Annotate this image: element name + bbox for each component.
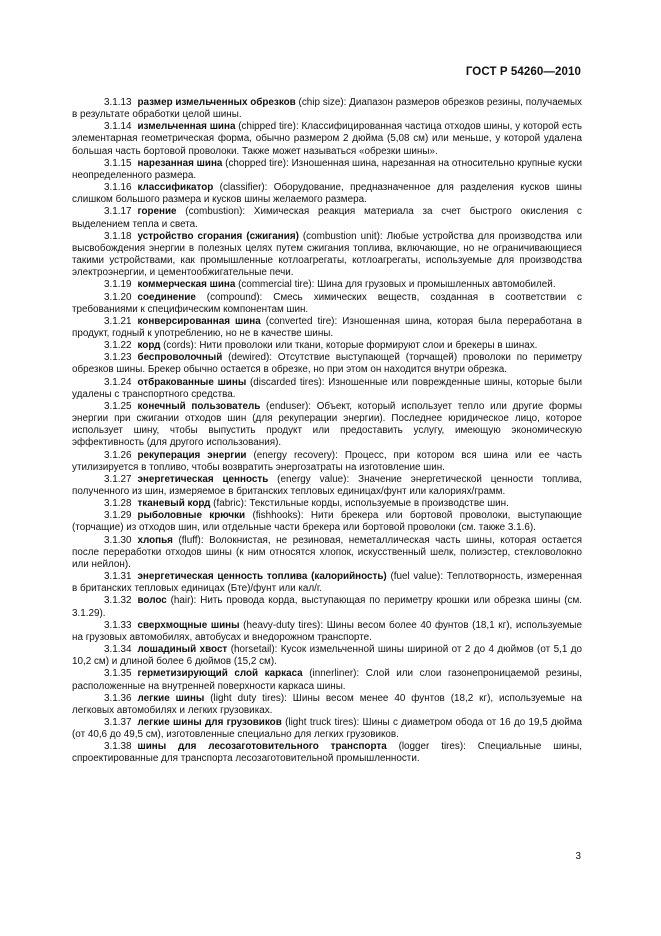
clause-number: 3.1.18 [104, 230, 132, 242]
definition-text: (horsetail): Кусок измельченной шины шириной от 2 до 4 дюймов (от 5,1 до 10,2 см) и длиной более 6 дюймов (15,2 см). [72, 644, 582, 668]
defined-term: энергетическая ценность топлива (калорийность) [137, 571, 387, 583]
definition-entry [72, 595, 582, 619]
clause-number: 3.1.24 [104, 376, 132, 388]
clause-number: 3.1.13 [104, 97, 132, 108]
clause-number: 3.1.38 [104, 741, 132, 753]
definition-entry [72, 121, 582, 157]
definition-text: (light truck tires): Шины с диаметром обода от 16 до 19,5 дюйма (от 40,6 до 49,5 см), изготовленные специально для легких грузовиков. [72, 716, 582, 741]
clause-number: 3.1.16 [104, 182, 132, 194]
definition-text: (classifier): Оборудование, предназначенное для разделения кусков шины слишком большого размера и кусков шины желаемого размера. [72, 182, 582, 206]
definition-text: (chip size): Диапазон размеров обрезков резины, получаемых в результате обработки целой шины. [72, 97, 582, 121]
definition-text: (combustion): Химическая реакция материала за счет быстрого окисления с выделением тепла и света. [72, 206, 582, 230]
defined-term: устройство сгорания (сжигания) [137, 230, 299, 242]
clause-number: 3.1.26 [104, 449, 132, 461]
page-number: 3 [575, 851, 581, 862]
defined-term: рыболовные крючки [137, 510, 246, 522]
defined-term: сверхмощные шины [137, 619, 240, 631]
standard-header: ГОСТ Р 54260—2010 [465, 66, 581, 78]
definition-entry [72, 401, 582, 450]
definition-entry [72, 668, 582, 692]
clause-number: 3.1.22 [104, 340, 132, 352]
clause-number: 3.1.23 [104, 352, 132, 364]
definition-entry [72, 620, 582, 644]
defined-term: легкие шины для грузовиков [137, 716, 282, 728]
clause-number: 3.1.36 [104, 692, 132, 704]
definition-entry [72, 377, 582, 401]
clause-number: 3.1.28 [104, 498, 132, 510]
definition-text: (fluff): Волокнистая, не резиновая, неметаллическая часть шины, которая остается после переработки отходов шины (к ним относятся хлопок, искусственный шелк, полиэстер, стекловолокно или нейлон). [72, 534, 582, 570]
definition-text: (chipped tire): Классифицированная частица отходов шины, у которой есть элементарная геометрическая форма, обычно размером 2 дюйма (5,08 см) или меньше, у которой удалена большая часть бортовой проволоки. Также может называться «обрезки шины». [72, 121, 582, 157]
clause-number: 3.1.33 [104, 619, 132, 631]
definition-text: (enduser): Объект, который использует тепло или другие формы энергии при сжигании отходов шин (для рекуперации энергии). Последнее юридическое лицо, которое использует шину, чтобы выпустить продукт или предоставить услугу, имеющую экономическую эффективность (для другого использования). [72, 400, 582, 449]
definition-entry [72, 340, 582, 352]
definition-text: (chopped tire): Изношенная шина, нарезанная на относительно крупные куски неопределенного размера. [72, 157, 582, 181]
defined-term: герметизирующий слой каркаса [137, 668, 303, 680]
definition-text: (hair): Нить провода корда, выступающая по периметру крошки или обрезка шины (см. 3.1.29). [72, 595, 582, 619]
definition-text: (logger tires): Специальные шины, спроектированные для транспорта лесозаготовительной промышленности. [72, 741, 582, 765]
definition-text: (fabric): Текстильные корды, используемые в производстве шин. [210, 498, 509, 510]
defined-term: измельченная шина [137, 121, 236, 133]
defined-term: соединение [137, 291, 196, 303]
clause-number: 3.1.20 [104, 291, 132, 303]
defined-term: беспроволочный [137, 352, 223, 364]
defined-term: легкие шины [137, 692, 205, 704]
defined-term: классификатор [137, 182, 214, 194]
definition-entry [72, 693, 582, 717]
definition-text: (heavy-duty tires): Шины весом более 40 фунтов (18,1 кг), используемые на грузовых автомобилях, автобусах и внедорожном транспорте. [72, 619, 582, 643]
defined-term: размер измельченных обрезков [137, 97, 296, 108]
definition-entry [72, 741, 582, 765]
defined-term: хлопья [137, 534, 173, 546]
clause-number: 3.1.27 [104, 473, 132, 485]
clause-number: 3.1.14 [104, 121, 132, 133]
definition-text: (dewired): Отсутствие выступающей (торчащей) проволоки по периметру обрезков шины. Брекер обычно остается в обрезке, но при этом он находится внутри обрезка. [72, 352, 582, 376]
defined-term: волос [137, 595, 167, 607]
definition-entry [72, 182, 582, 206]
definition-entry [72, 292, 582, 316]
defined-term: корд [137, 340, 161, 352]
defined-term: шины для лесозаготовительного транспорта [137, 741, 387, 753]
definition-entry [72, 352, 582, 376]
definition-entry [72, 97, 582, 121]
definition-entry [72, 717, 582, 741]
definition-text: (commercial tire): Шина для грузовых и промышленных автомобилей. [235, 279, 556, 291]
clause-number: 3.1.35 [104, 668, 132, 680]
definition-entry [72, 498, 582, 510]
definition-entry [72, 450, 582, 474]
clause-number: 3.1.37 [104, 716, 132, 728]
definition-text: (cords): Нити проволоки или ткани, которые формируют слои и брекеры в шинах. [160, 340, 538, 352]
defined-term: отбракованные шины [137, 376, 247, 388]
definition-text: (energy recovery): Процесс, при котором вся шина или ее часть утилизируется в топливо, чтобы возвратить энергозатраты на изготовление шин. [72, 449, 582, 473]
definition-entry [72, 510, 582, 534]
defined-term: нарезанная шина [137, 157, 223, 169]
clause-number: 3.1.34 [104, 644, 132, 656]
clause-number: 3.1.17 [104, 206, 132, 218]
defined-term: рекуперация энергии [137, 449, 247, 461]
definition-text: (energy value): Значение энергетической ценности топлива, полученного из шин, измеряемое в британских тепловых единицах/фунт или калориях/грамм. [72, 473, 582, 497]
definition-entry [72, 474, 582, 498]
definition-text: (fuel value): Теплотворность, измеренная в британских тепловых единицах (Бте)/фунт или кал/г. [72, 571, 583, 595]
defined-term: коммерческая шина [137, 279, 236, 291]
defined-term: конечный пользователь [137, 400, 261, 412]
definition-text: (fishhooks): Нити брекера или бортовой проволоки, выступающие (торчащие) из отходов шин, или отдельные части брекера или бортовой проволоки (см. также 3.1.6). [72, 510, 582, 534]
definition-entry [72, 316, 582, 340]
definition-entry [72, 279, 582, 291]
clause-number: 3.1.32 [104, 595, 132, 607]
definition-entry [72, 158, 582, 182]
clause-number: 3.1.31 [104, 571, 132, 583]
definition-entry [72, 206, 582, 230]
defined-term: горение [137, 206, 177, 218]
clause-number: 3.1.15 [104, 157, 132, 169]
definitions-list [72, 97, 582, 766]
clause-number: 3.1.25 [104, 400, 132, 412]
clause-number: 3.1.21 [104, 315, 132, 327]
definition-entry [72, 231, 582, 280]
defined-term: лошадиный хвост [137, 644, 228, 656]
definition-text: (innerliner): Слой или слои газонепроницаемой резины, расположенные на внутренней поверхности каркаса шины. [72, 668, 582, 692]
definition-text: (combustion unit): Любые устройства для производства или высвобождения энергии в полезных целях путем сжигания топлива, включающие, но не ограничивающиеся такими устройствами, как промышленные котлоагрегаты, котлоагрегаты, используемые для производства электроэнергии, и цементообжигательные печи. [72, 230, 582, 279]
definition-entry [72, 644, 582, 668]
definition-text: (light duty tires): Шины весом менее 40 фунтов (18,2 кг), используемые на легковых автомобилях и легких грузовиках. [72, 692, 582, 716]
defined-term: конверсированная шина [137, 315, 261, 327]
definition-entry [72, 571, 582, 595]
defined-term: энергетическая ценность [137, 473, 269, 485]
definition-entry [72, 535, 582, 571]
definition-text: (converted tire): Изношенная шина, которая была переработана в продукт, годный к употреблению, но не в качестве шины. [72, 315, 582, 339]
clause-number: 3.1.19 [104, 279, 132, 291]
definition-text: (discarded tires): Изношенные или поврежденные шины, которые были удалены с транспортного средства. [72, 376, 582, 400]
definition-text: (compound): Смесь химических веществ, созданная в соответствии с требованиями к специфическим компонентам шин. [72, 291, 582, 315]
clause-number: 3.1.30 [104, 534, 132, 546]
clause-number: 3.1.29 [104, 510, 132, 522]
defined-term: тканевый корд [137, 498, 211, 510]
